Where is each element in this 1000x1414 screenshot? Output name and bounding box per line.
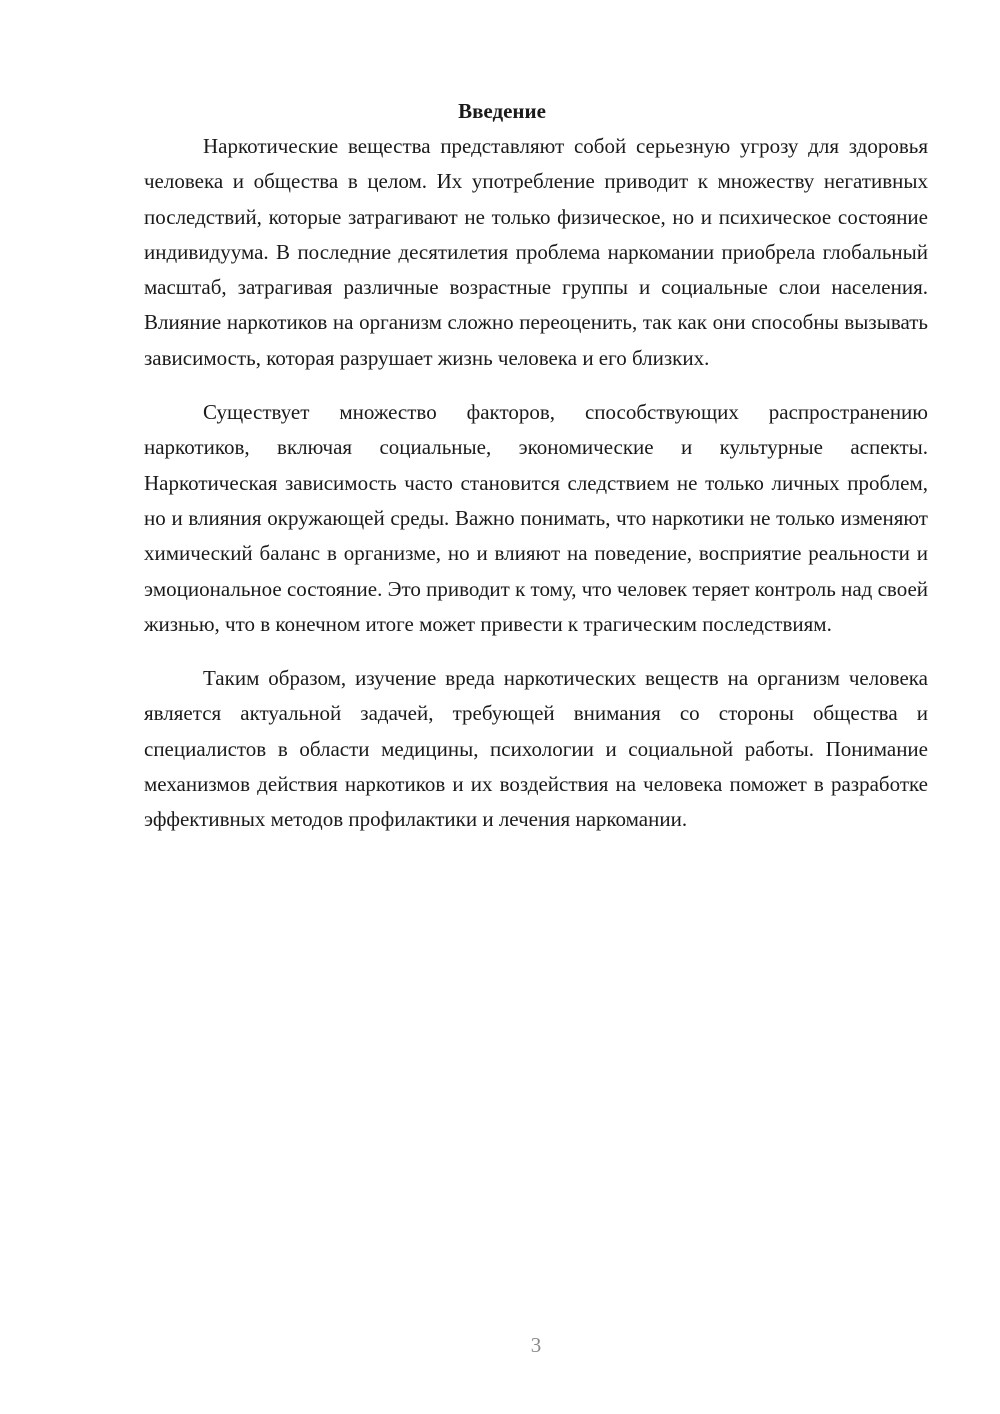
paragraph-3: Таким образом, изучение вреда наркотических веществ на организм человека является актуальной задачей, требующей внимания со стороны общества и специалистов в области медицины, психологии и социальной работы. Понимание механизмов действия наркотиков и их воздействия на человека поможет в разработке эффективных методов профилактики и лечения наркомании.	[144, 666, 928, 832]
page-title: Введение	[458, 99, 546, 123]
title-wrap	[144, 94, 928, 129]
paragraph-1: Наркотические вещества представляют собой серьезную угрозу для здоровья человека и общества в целом. Их употребление приводит к множеству негативных последствий, которые затрагивают не только физическое, но и психическое состояние индивидуума. В последние десятилетия проблема наркомании приобрела глобальный масштаб, затрагивая различные возрастные группы и социальные слои населения. Влияние наркотиков на организм сложно переоценить, так как они способны вызывать зависимость, которая разрушает жизнь человека и его близких.	[144, 134, 928, 370]
page-content	[144, 94, 928, 838]
paragraph-2: Существует множество факторов, способствующих распространению наркотиков, включая социальные, экономические и культурные аспекты. Наркотическая зависимость часто становится следствием не только личных проблем, но и влияния окружающей среды. Важно понимать, что наркотики не только изменяют химический баланс в организме, но и влияют на поведение, восприятие реальности и эмоциональное состояние. Это приводит к тому, что человек теряет контроль над своей жизнью, что в конечном итоге может привести к трагическим последствиям.	[144, 400, 929, 636]
page-number: 3	[530, 1333, 542, 1357]
